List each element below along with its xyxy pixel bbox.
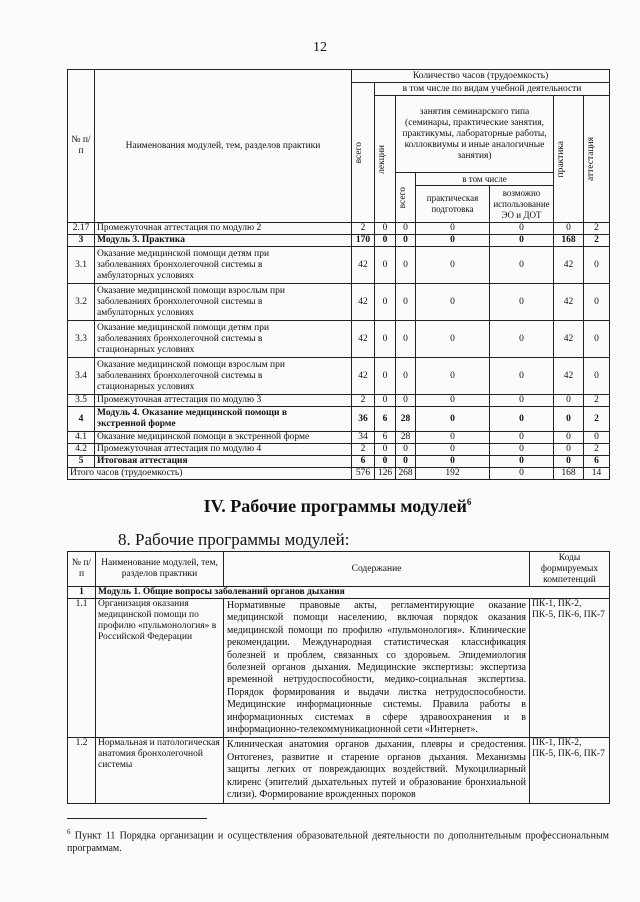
total-cell-total: 576 <box>352 468 375 480</box>
cell-sem: 0 <box>396 223 416 235</box>
cell-sem: 0 <box>396 321 416 358</box>
cell-dist: 0 <box>490 444 554 456</box>
footnote <box>67 826 609 855</box>
cell-pract: 0 <box>416 456 490 468</box>
in-that-header: в том числе <box>416 173 554 186</box>
table-row <box>68 395 610 407</box>
cell-lect: 0 <box>375 395 396 407</box>
cell-name: Оказание медицинской помощи детям при заболеваниях бронхолегочной системы в амбулаторных условиях <box>95 247 352 284</box>
cell-sem: 0 <box>396 247 416 284</box>
cell-num: 3.1 <box>68 247 95 284</box>
t2-module-num: 1 <box>68 587 96 599</box>
table-row <box>68 738 610 803</box>
cell-lect: 0 <box>375 321 396 358</box>
cell-dist: 0 <box>490 321 554 358</box>
cell-name: Оказание медицинской помощи в экстренной форме <box>95 432 352 444</box>
cell-total: 2 <box>352 444 375 456</box>
col-sem-total-header: всего <box>398 186 408 209</box>
t2-cell-codes: ПК-1, ПК-2, ПК-5, ПК-6, ПК-7 <box>530 599 610 738</box>
table-row <box>68 358 610 395</box>
cell-num: 3.4 <box>68 358 95 395</box>
cell-lect: 0 <box>375 235 396 247</box>
table-row <box>68 235 610 247</box>
cell-name: Промежуточная аттестация по модулю 4 <box>95 444 352 456</box>
cell-sem: 0 <box>396 444 416 456</box>
total-cell-prac: 168 <box>554 468 584 480</box>
cell-att: 6 <box>584 456 610 468</box>
t2-module-row <box>68 587 610 599</box>
t2-cell-name: Организация оказания медицинской помощи по профилю «пульмонология» в Российской Федерации <box>96 599 224 738</box>
section-title: IV. Рабочие программы модулей$^6$ <box>203 496 472 516</box>
table-row <box>68 284 610 321</box>
cell-sem: 0 <box>396 456 416 468</box>
cell-total: 36 <box>352 407 375 432</box>
cell-lect: 0 <box>375 284 396 321</box>
cell-num: 3 <box>68 235 95 247</box>
by-type-header: в том числе по видам учебной деятельности <box>375 83 610 96</box>
col-attestation-header: аттестация <box>586 137 596 181</box>
cell-num: 2.17 <box>68 223 95 235</box>
t2-cell-codes: ПК-1, ПК-2, ПК-5, ПК-6, ПК-7 <box>530 738 610 803</box>
cell-total: 34 <box>352 432 375 444</box>
cell-dist: 0 <box>490 235 554 247</box>
cell-num: 3.5 <box>68 395 95 407</box>
cell-pract: 0 <box>416 358 490 395</box>
cell-prac: 0 <box>554 456 584 468</box>
cell-total: 6 <box>352 456 375 468</box>
cell-att: 0 <box>584 358 610 395</box>
subsection-title: 8. Рабочие программы модулей: <box>118 530 350 549</box>
cell-pract: 0 <box>416 223 490 235</box>
total-label: Итого часов (трудоемкость) <box>68 468 352 480</box>
seminars-header: занятия семинарского типа (семинары, практические занятия, практикумы, лабораторные работы, коллоквиумы и иные аналогичные занятия) <box>396 96 554 173</box>
cell-total: 2 <box>352 223 375 235</box>
table-row <box>68 456 610 468</box>
cell-prac: 0 <box>554 223 584 235</box>
cell-lect: 6 <box>375 407 396 432</box>
cell-total: 170 <box>352 235 375 247</box>
col-lectures-header: лекции <box>377 144 387 174</box>
cell-name: Оказание медицинской помощи взрослым при заболеваниях бронхолегочной системы в амбулаторных условиях <box>95 284 352 321</box>
col-practical-header: практическая подготовка <box>416 186 490 223</box>
cell-att: 2 <box>584 444 610 456</box>
total-cell-att: 14 <box>584 468 610 480</box>
cell-total: 42 <box>352 247 375 284</box>
hours-table <box>67 69 610 480</box>
cell-att: 2 <box>584 407 610 432</box>
header-row-1 <box>68 70 610 83</box>
t2-cell-num: 1.2 <box>68 738 96 803</box>
total-cell-lect: 126 <box>375 468 396 480</box>
cell-name: Промежуточная аттестация по модулю 2 <box>95 223 352 235</box>
cell-lect: 0 <box>375 456 396 468</box>
cell-dist: 0 <box>490 358 554 395</box>
table-row <box>68 444 610 456</box>
cell-lect: 0 <box>375 247 396 284</box>
cell-pract: 0 <box>416 247 490 284</box>
cell-total: 42 <box>352 284 375 321</box>
cell-lect: 6 <box>375 432 396 444</box>
col-practice-header: практика <box>556 140 566 178</box>
cell-prac: 168 <box>554 235 584 247</box>
table-row <box>68 321 610 358</box>
cell-pract: 0 <box>416 444 490 456</box>
section-footnote-mark: 6 <box>466 497 472 507</box>
t2-module-title: Модуль 1. Общие вопросы заболеваний органов дыхания <box>96 587 610 599</box>
cell-num: 4.1 <box>68 432 95 444</box>
cell-prac: 0 <box>554 407 584 432</box>
cell-prac: 42 <box>554 321 584 358</box>
col-distance-header: возможно использование ЭО и ДОТ <box>490 186 554 223</box>
cell-pract: 0 <box>416 395 490 407</box>
table-row <box>68 432 610 444</box>
cell-dist: 0 <box>490 247 554 284</box>
cell-pract: 0 <box>416 321 490 358</box>
cell-total: 42 <box>352 358 375 395</box>
cell-prac: 42 <box>554 247 584 284</box>
cell-num: 3.2 <box>68 284 95 321</box>
t2-cell-content: Нормативные правовые акты, регламентирующие оказание медицинской помощи населению, включая порядок оказания медицинской помощи по профилю «пульмонология». Клинические рекомендации. Международная статистическая классификация болезней и проблем, связанных со здоровьем. Эпидемиология болезней органов дыхания. Медицинские экспертизы: экспертиза временной нетрудоспособности, медико-социальная экспертиза. Порядок формирования и выдачи листка нетрудоспособности. Медицинские информационные системы. Правила работы в информационных системах в сфере здравоохранения и в информационно-телекоммуникационной сети «Интернет». <box>224 599 530 738</box>
table-row <box>68 223 610 235</box>
cell-prac: 42 <box>554 284 584 321</box>
cell-lect: 0 <box>375 444 396 456</box>
cell-dist: 0 <box>490 284 554 321</box>
col-name-header: Наименования модулей, тем, разделов практики <box>95 70 352 223</box>
cell-name: Оказание медицинской помощи детям при заболеваниях бронхолегочной системы в стационарных условиях <box>95 321 352 358</box>
total-cell-sem: 268 <box>396 468 416 480</box>
col-total-header: всего <box>354 141 364 164</box>
cell-att: 0 <box>584 432 610 444</box>
cell-num: 3.3 <box>68 321 95 358</box>
cell-prac: 0 <box>554 395 584 407</box>
cell-att: 2 <box>584 235 610 247</box>
cell-name: Модуль 3. Практика <box>95 235 352 247</box>
footnote-mark: 6 <box>67 828 71 836</box>
cell-pract: 0 <box>416 432 490 444</box>
cell-prac: 42 <box>554 358 584 395</box>
cell-name: Итоговая аттестация <box>95 456 352 468</box>
cell-num: 5 <box>68 456 95 468</box>
cell-sem: 0 <box>396 235 416 247</box>
hours-total-header: Количество часов (трудоемкость) <box>352 70 610 83</box>
total-cell-pract: 192 <box>416 468 490 480</box>
cell-att: 0 <box>584 321 610 358</box>
t2-cell-num: 1.1 <box>68 599 96 738</box>
cell-att: 2 <box>584 395 610 407</box>
cell-prac: 0 <box>554 432 584 444</box>
footnote-text: Пункт 11 Порядка организации и осуществления образовательной деятельности по дополнительным профессиональным программам. <box>67 830 609 855</box>
cell-total: 42 <box>352 321 375 358</box>
cell-dist: 0 <box>490 395 554 407</box>
total-cell-dist: 0 <box>490 468 554 480</box>
cell-pract: 0 <box>416 284 490 321</box>
t2-cell-name: Нормальная и патологическая анатомия бронхолегочной системы <box>96 738 224 803</box>
cell-pract: 0 <box>416 235 490 247</box>
cell-dist: 0 <box>490 432 554 444</box>
cell-att: 0 <box>584 284 610 321</box>
cell-pract: 0 <box>416 407 490 432</box>
cell-name: Оказание медицинской помощи взрослым при заболеваниях бронхолегочной системы в стационарных условиях <box>95 358 352 395</box>
footnote-divider <box>67 818 207 819</box>
cell-att: 0 <box>584 247 610 284</box>
cell-prac: 0 <box>554 444 584 456</box>
table-row <box>68 407 610 432</box>
cell-sem: 28 <box>396 407 416 432</box>
cell-lect: 0 <box>375 223 396 235</box>
table-row <box>68 247 610 284</box>
cell-dist: 0 <box>490 456 554 468</box>
cell-name: Промежуточная аттестация по модулю 3 <box>95 395 352 407</box>
t2-col-name-header: Наименование модулей, тем, разделов практики <box>96 552 224 587</box>
t2-cell-content: Клиническая анатомия органов дыхания, плевры и средостения. Онтогенез, развитие и старение органов дыхания. Механизмы защиты легких от повреждающих воздействий. Мукоцилиарный клиренс (эпителий дыхательных путей и образование бронхиальной слизи). Формирование врожденных пороков <box>224 738 530 803</box>
cell-num: 4.2 <box>68 444 95 456</box>
cell-total: 2 <box>352 395 375 407</box>
cell-num: 4 <box>68 407 95 432</box>
t2-col-num-header: № п/п <box>68 552 96 587</box>
cell-sem: 0 <box>396 284 416 321</box>
total-row <box>68 468 610 480</box>
t2-col-codes-header: Коды формируемых компетенций <box>530 552 610 587</box>
cell-lect: 0 <box>375 358 396 395</box>
cell-att: 2 <box>584 223 610 235</box>
cell-sem: 0 <box>396 395 416 407</box>
table-row <box>68 599 610 738</box>
cell-dist: 0 <box>490 223 554 235</box>
cell-dist: 0 <box>490 407 554 432</box>
page-number: 12 <box>313 40 327 55</box>
col-num-header: № п/ п <box>68 70 95 223</box>
programs-table <box>67 551 610 804</box>
t2-header-row <box>68 552 610 587</box>
cell-sem: 28 <box>396 432 416 444</box>
cell-sem: 0 <box>396 358 416 395</box>
t2-col-content-header: Содержание <box>224 552 530 587</box>
cell-name: Модуль 4. Оказание медицинской помощи в экстренной форме <box>95 407 352 432</box>
